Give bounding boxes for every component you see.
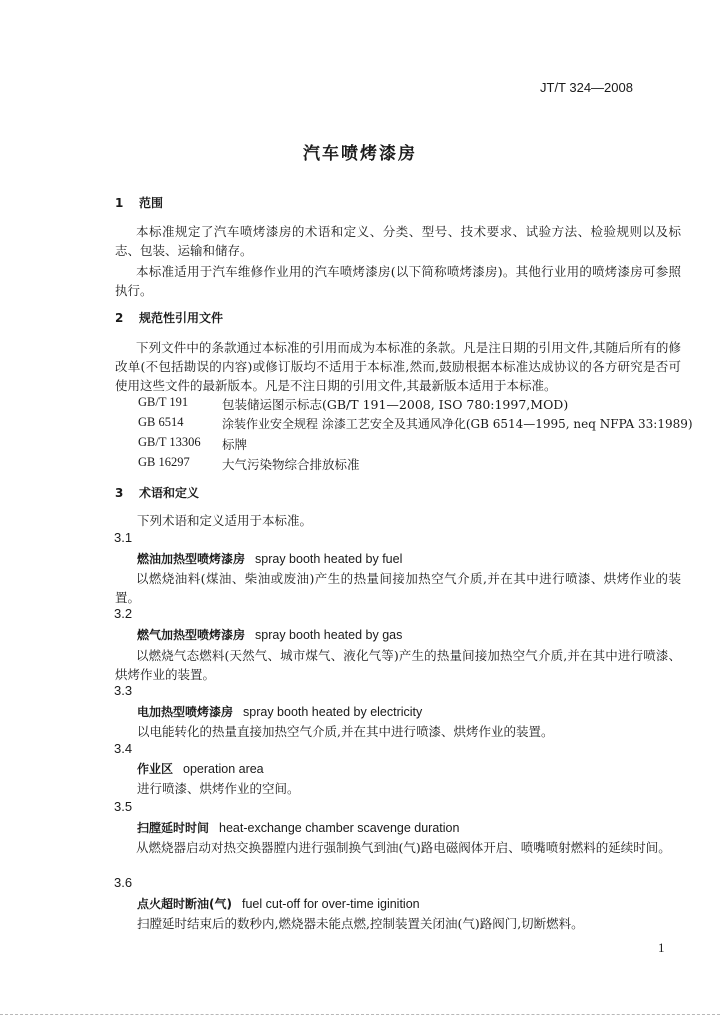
term-heading	[137, 550, 402, 567]
term-english: heat-exchange chamber scavenge duration	[219, 821, 460, 835]
scope-paragraph-2: 本标准适用于汽车维修作业用的汽车喷烤漆房(以下简称喷烤漆房)。其他行业用的喷烤漆房可参照执行。	[115, 264, 681, 298]
term-definition: 以燃烧油料(煤油、柴油或废油)产生的热量间接加热空气介质,并在其中进行喷漆、烘烤作业的装置。	[115, 571, 681, 605]
terms-intro: 下列术语和定义适用于本标准。	[137, 513, 313, 528]
term-definition: 以燃烧气态燃料(天然气、城市煤气、液化气等)产生的热量间接加热空气介质,并在其中进行喷漆、烘烤作业的装置。	[115, 648, 681, 682]
term-definition: 进行喷漆、烘烤作业的空间。	[137, 781, 300, 796]
term-english: fuel cut-off for over-time iginition	[241, 897, 420, 911]
term-heading	[137, 703, 422, 720]
reference-title: 涂装作业安全规程 涂漆工艺安全及其通风净化(GB 6514—1995, neq NFPA 33:1989)	[222, 417, 693, 431]
standard-code: JT/T 324—2008	[540, 80, 633, 95]
reference-code: GB 16297	[138, 455, 190, 469]
reference-title: 包装储运图示标志(GB/T 191—2008, ISO 780:1997,MOD)	[222, 397, 569, 412]
footer-divider	[0, 1014, 720, 1015]
term-number: 3.3	[114, 683, 133, 698]
section-number: 1	[115, 196, 124, 210]
reference-code: GB/T 191	[138, 395, 189, 409]
section-title: 术语和定义	[139, 486, 200, 500]
scope-paragraph-1: 本标准规定了汽车喷烤漆房的术语和定义、分类、型号、技术要求、试验方法、检验规则以及标志、包装、运输和储存。	[115, 224, 681, 258]
reference-code: GB 6514	[138, 415, 184, 429]
term-heading	[137, 895, 420, 912]
reference-title: 标牌	[222, 437, 248, 452]
term-number: 3.6	[114, 875, 133, 890]
term-number: 3.1	[114, 530, 133, 545]
section-number: 2	[115, 311, 124, 325]
term-number: 3.4	[114, 741, 133, 756]
document-title: 汽车喷烤漆房	[303, 144, 417, 164]
term-english: operation area	[183, 762, 264, 776]
term-definition: 扫膛延时结束后的数秒内,燃烧器未能点燃,控制装置关闭油(气)路阀门,切断燃料。	[137, 916, 584, 931]
term-english: spray booth heated by electricity	[243, 705, 423, 719]
term-heading	[137, 626, 402, 643]
references-intro: 下列文件中的条款通过本标准的引用而成为本标准的条款。凡是注日期的引用文件,其随后所有的修改单(不包括勘误的内容)或修订版均不适用于本标准,然而,鼓励根据本标准达成协议的各方研究是否可使用这些文件的最新版本。凡是不注日期的引用文件,其最新版本适用于本标准。	[115, 340, 681, 393]
term-chinese: 电加热型喷烤漆房	[137, 705, 234, 719]
section-title: 规范性引用文件	[139, 311, 224, 325]
term-chinese: 点火超时断油(气)	[137, 897, 232, 911]
section-3-heading	[115, 484, 199, 501]
section-number: 3	[115, 486, 124, 500]
term-definition: 从燃烧器启动对热交换器膛内进行强制换气到油(气)路电磁阀体开启、喷嘴喷射燃料的延续时间。	[136, 840, 671, 855]
section-2-heading	[115, 309, 223, 326]
section-title: 范围	[139, 196, 164, 210]
term-chinese: 燃油加热型喷烤漆房	[137, 552, 246, 566]
page-number: 1	[658, 940, 665, 955]
term-heading	[137, 819, 459, 836]
term-english: spray booth heated by fuel	[255, 552, 403, 566]
term-chinese: 作业区	[137, 762, 174, 776]
term-number: 3.2	[114, 606, 133, 621]
term-chinese: 燃气加热型喷烤漆房	[137, 628, 246, 642]
reference-title: 大气污染物综合排放标准	[222, 457, 360, 472]
reference-code: GB/T 13306	[138, 435, 201, 449]
term-chinese: 扫膛延时时间	[137, 821, 210, 835]
term-english: spray booth heated by gas	[255, 628, 403, 642]
term-number: 3.5	[114, 799, 133, 814]
term-heading	[137, 760, 264, 777]
term-definition: 以电能转化的热量直接加热空气介质,并在其中进行喷漆、烘烤作业的装置。	[137, 724, 554, 739]
section-1-heading	[115, 194, 163, 211]
